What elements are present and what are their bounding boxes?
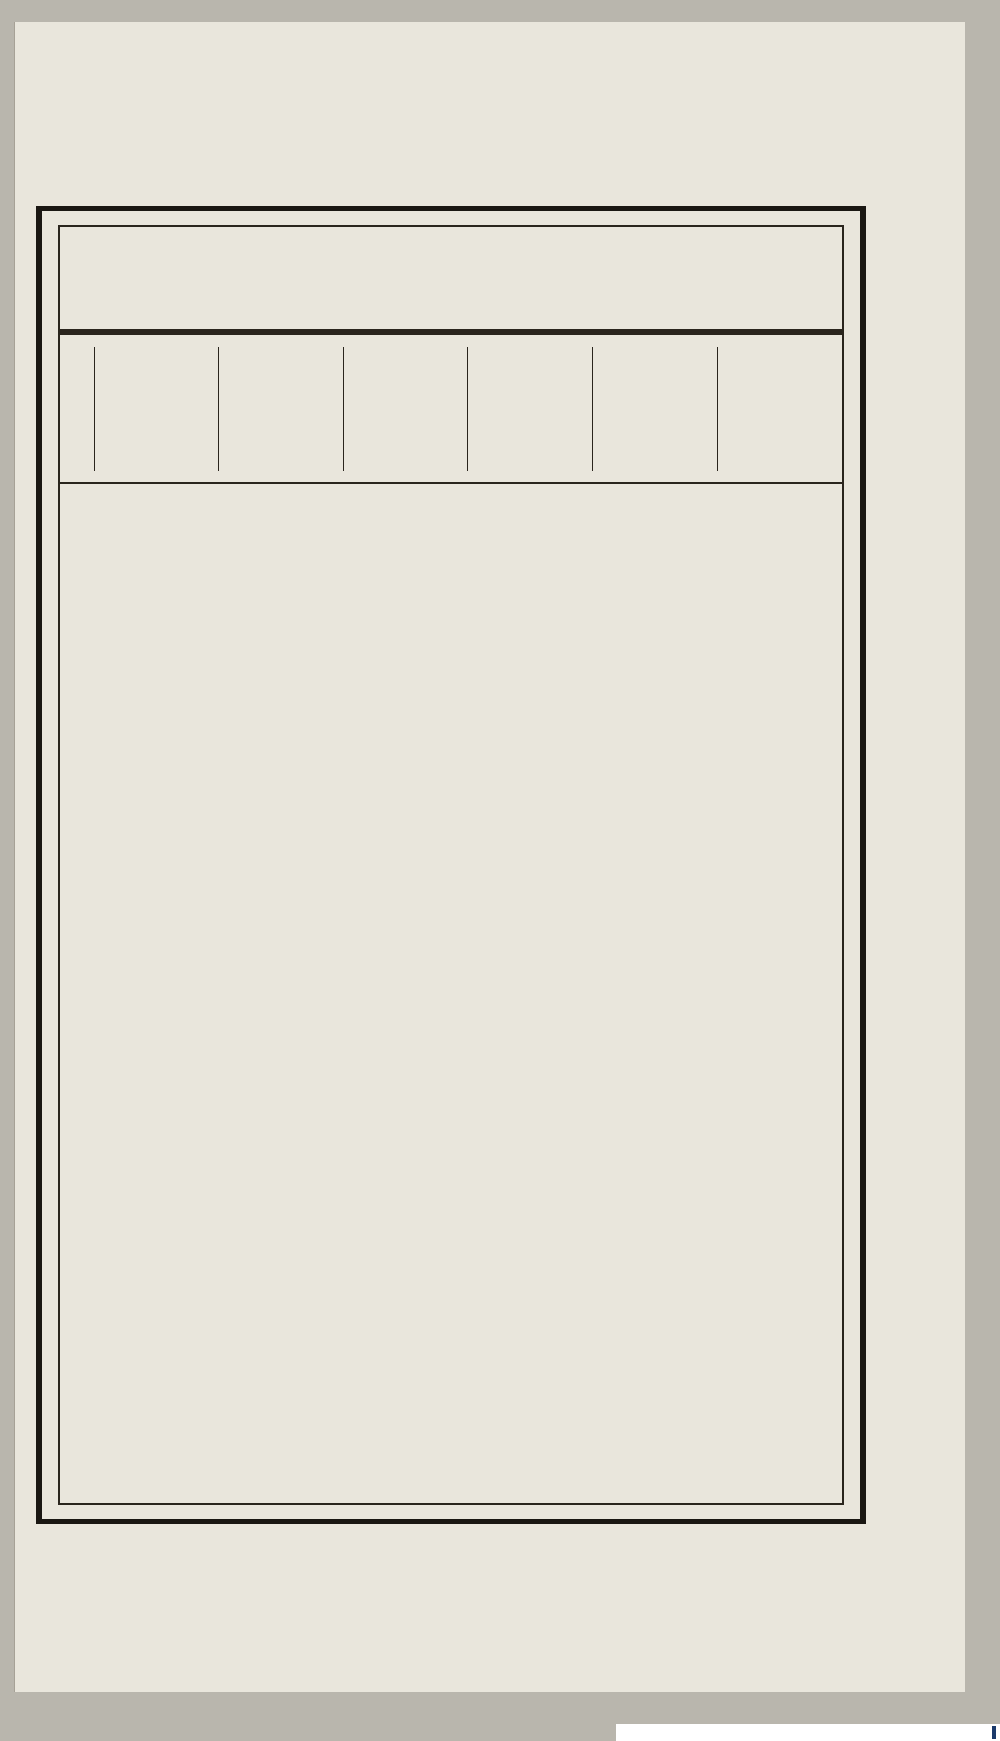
- header-declinatio: [593, 347, 718, 471]
- header-tempus: [219, 347, 344, 471]
- dies-header: [60, 347, 94, 471]
- table-inner: [58, 225, 844, 1505]
- header-ortus: [94, 347, 219, 471]
- column-headers: [60, 347, 842, 471]
- title-rule: [60, 329, 842, 335]
- header-longitudo: [343, 347, 468, 471]
- header-latitudo: [468, 347, 593, 471]
- footer: [616, 1724, 1000, 1741]
- running-head: [40, 170, 860, 200]
- dfg-logo: [992, 1726, 996, 1739]
- header-occasus: [717, 347, 842, 471]
- table-frame: [36, 206, 866, 1524]
- header-rule: [60, 482, 842, 484]
